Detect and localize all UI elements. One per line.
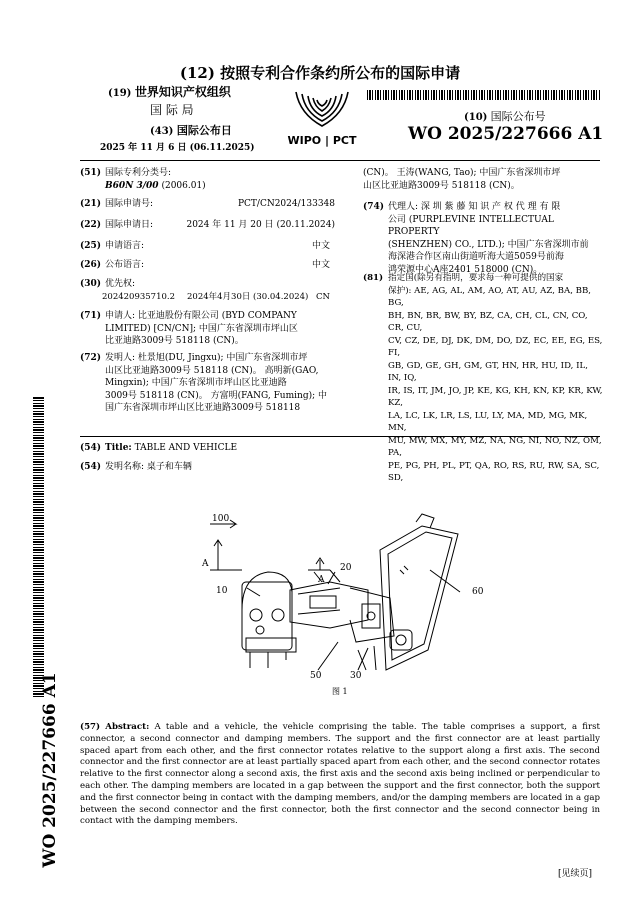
label-100: 100	[212, 514, 230, 524]
abstract	[80, 722, 600, 828]
field-74: (74) 代理人: 深 圳 紫 藤 知 识 产 权 代 理 有 限 公司 (PURPLEVINE INTELLECTUAL PROPERTY (SHENZHEN) CO., LTD.); 中国广东省深圳市前 海深港合作区南山街道听海大道5059号前海 鸿荣源中心A座2401 518000 (CN)。	[363, 202, 589, 275]
header-rule	[80, 160, 600, 161]
abstract-num: (57)	[80, 722, 101, 732]
field-81: (81) 指定国(除另有指明，要求每一种可提供的国家 保护): AE, AG, AL, AM, AO, AT, AU, AZ, BA, BB, BG, BH, BN, BR, BW, BY, BZ, CA, CH, CL, CN, CO, CR, CU, CV, CZ, DE, DJ, DK, DM, DO, DZ, EC, EE, EG, ES, FI, GB, GD, GE, GH, GM, GT, HN, HR, HU, ID, IL, IN, IQ, IR, IS, IT, JM, JO, JP, KE, KG, KH, KN, KP, KR, KW, KZ, LA, LC, LK, LR, LS, LU, LY, MA, MD, MG, MK, MN, MU, MW, MX, MY, MZ, NA, NG, NI, NO, NZ, OM, PA, PE, PG, PH, PL, PT, QA, RO, RS, RU, RW, SA, SC, SD,	[363, 273, 603, 483]
figure-caption: 图 1	[332, 687, 348, 696]
pubno-value: WO 2025/227666 A1	[408, 124, 604, 144]
pubno-num: (10)	[464, 112, 488, 123]
barcode-side	[33, 397, 44, 697]
continuation-text: (CN)。 王涛(WANG, Tao); 中国广东省深圳市坪 山区比亚迪路3009号 518118 (CN)。	[363, 168, 561, 191]
title-en: (54) Title: TABLE AND VEHICLE	[80, 443, 238, 453]
org-line1: 世界知识产权组织	[134, 85, 231, 99]
pubno-label: 国际公布号	[490, 110, 546, 123]
wipo-logo	[282, 88, 362, 148]
side-pub-number: WO 2025/227666 A1	[40, 672, 60, 868]
pubdate-block	[150, 124, 232, 138]
label-30: 30	[350, 671, 362, 681]
field-72: (72) 发明人: 杜景旭(DU, Jingxu); 中国广东省深圳市坪 山区比亚迪路3009号 518118 (CN)。 高明新(GAO, Mingxin); 中国广东省深圳市坪山区比亚迪路 3009号 518118 (CN)。 方富明(FANG, Fuming); 中 国广东省深圳市坪山区比亚迪路3009号 518118	[80, 353, 327, 413]
org-num: (19)	[108, 88, 132, 99]
label-60: 60	[472, 587, 484, 597]
abstract-text: A table and a vehicle, the vehicle comprising the table. The table comprises a support, a first connector, a second connector and damping members. The support and the first connector are at least partially spaced apart from each other, and the first connector rotates relative to the support along a first axis. The second connector and the first connector are at least partially spaced apart from each other, and the second connector rotates relative to the first connector along a second axis, the first axis and the second axis being inclined or perpendicular to each other. The damping members are located in a gap between the support and the first connector, both the support and the first connector being in contact with the damping members, and/or the damping members are located in a gap between the second connector and the first connector, both the first connector and the second connector being in contact with the damping members.	[80, 722, 601, 827]
document-title: (12) 按照专利合作条约所公布的国际申请	[179, 64, 461, 82]
pubdate-label: 国际公布日	[176, 124, 232, 137]
label-a-right: A	[318, 575, 325, 585]
field-30: (30) 优先权: 202420935710.2 2024年4月30日 (30.04.2024) CN	[80, 279, 330, 302]
figure-1	[190, 510, 510, 705]
logo-text: WIPO | PCT	[287, 134, 357, 147]
title-rule	[80, 436, 600, 437]
org-line2: 国 际 局	[150, 103, 194, 117]
abstract-label: Abstract:	[105, 722, 150, 732]
field-51: (51) 国际专利分类号: B60N 3/00 (2006.01)	[80, 168, 206, 191]
field-71: (71) 申请人: 比亚迪股份有限公司 (BYD COMPANY LIMITED) [CN/CN]; 中国广东省深圳市坪山区 比亚迪路3009号 518118 (CN)。	[80, 311, 298, 346]
label-a-left: A	[202, 559, 209, 569]
field-21: (21) 国际申请号: PCT/CN2024/133348	[80, 199, 335, 209]
footer-continued: [见续页]	[558, 869, 593, 879]
title-cn: (54) 发明名称: 桌子和车辆	[80, 462, 192, 472]
pubno-block	[464, 110, 546, 124]
pubdate-num: (43)	[150, 126, 174, 137]
field-26: (26) 公布语言: 中文	[80, 260, 330, 270]
pubdate-value: 2025 年 11 月 6 日 (06.11.2025)	[100, 143, 255, 153]
barcode-top	[367, 90, 600, 100]
label-20: 20	[340, 563, 352, 573]
label-50: 50	[310, 671, 322, 681]
field-25: (25) 申请语言: 中文	[80, 241, 330, 251]
wipo-emblem-icon	[282, 88, 362, 132]
field-22: (22) 国际申请日: 2024 年 11 月 20 日 (20.11.2024)	[80, 220, 335, 230]
org-block	[108, 86, 231, 100]
label-10: 10	[216, 586, 228, 596]
